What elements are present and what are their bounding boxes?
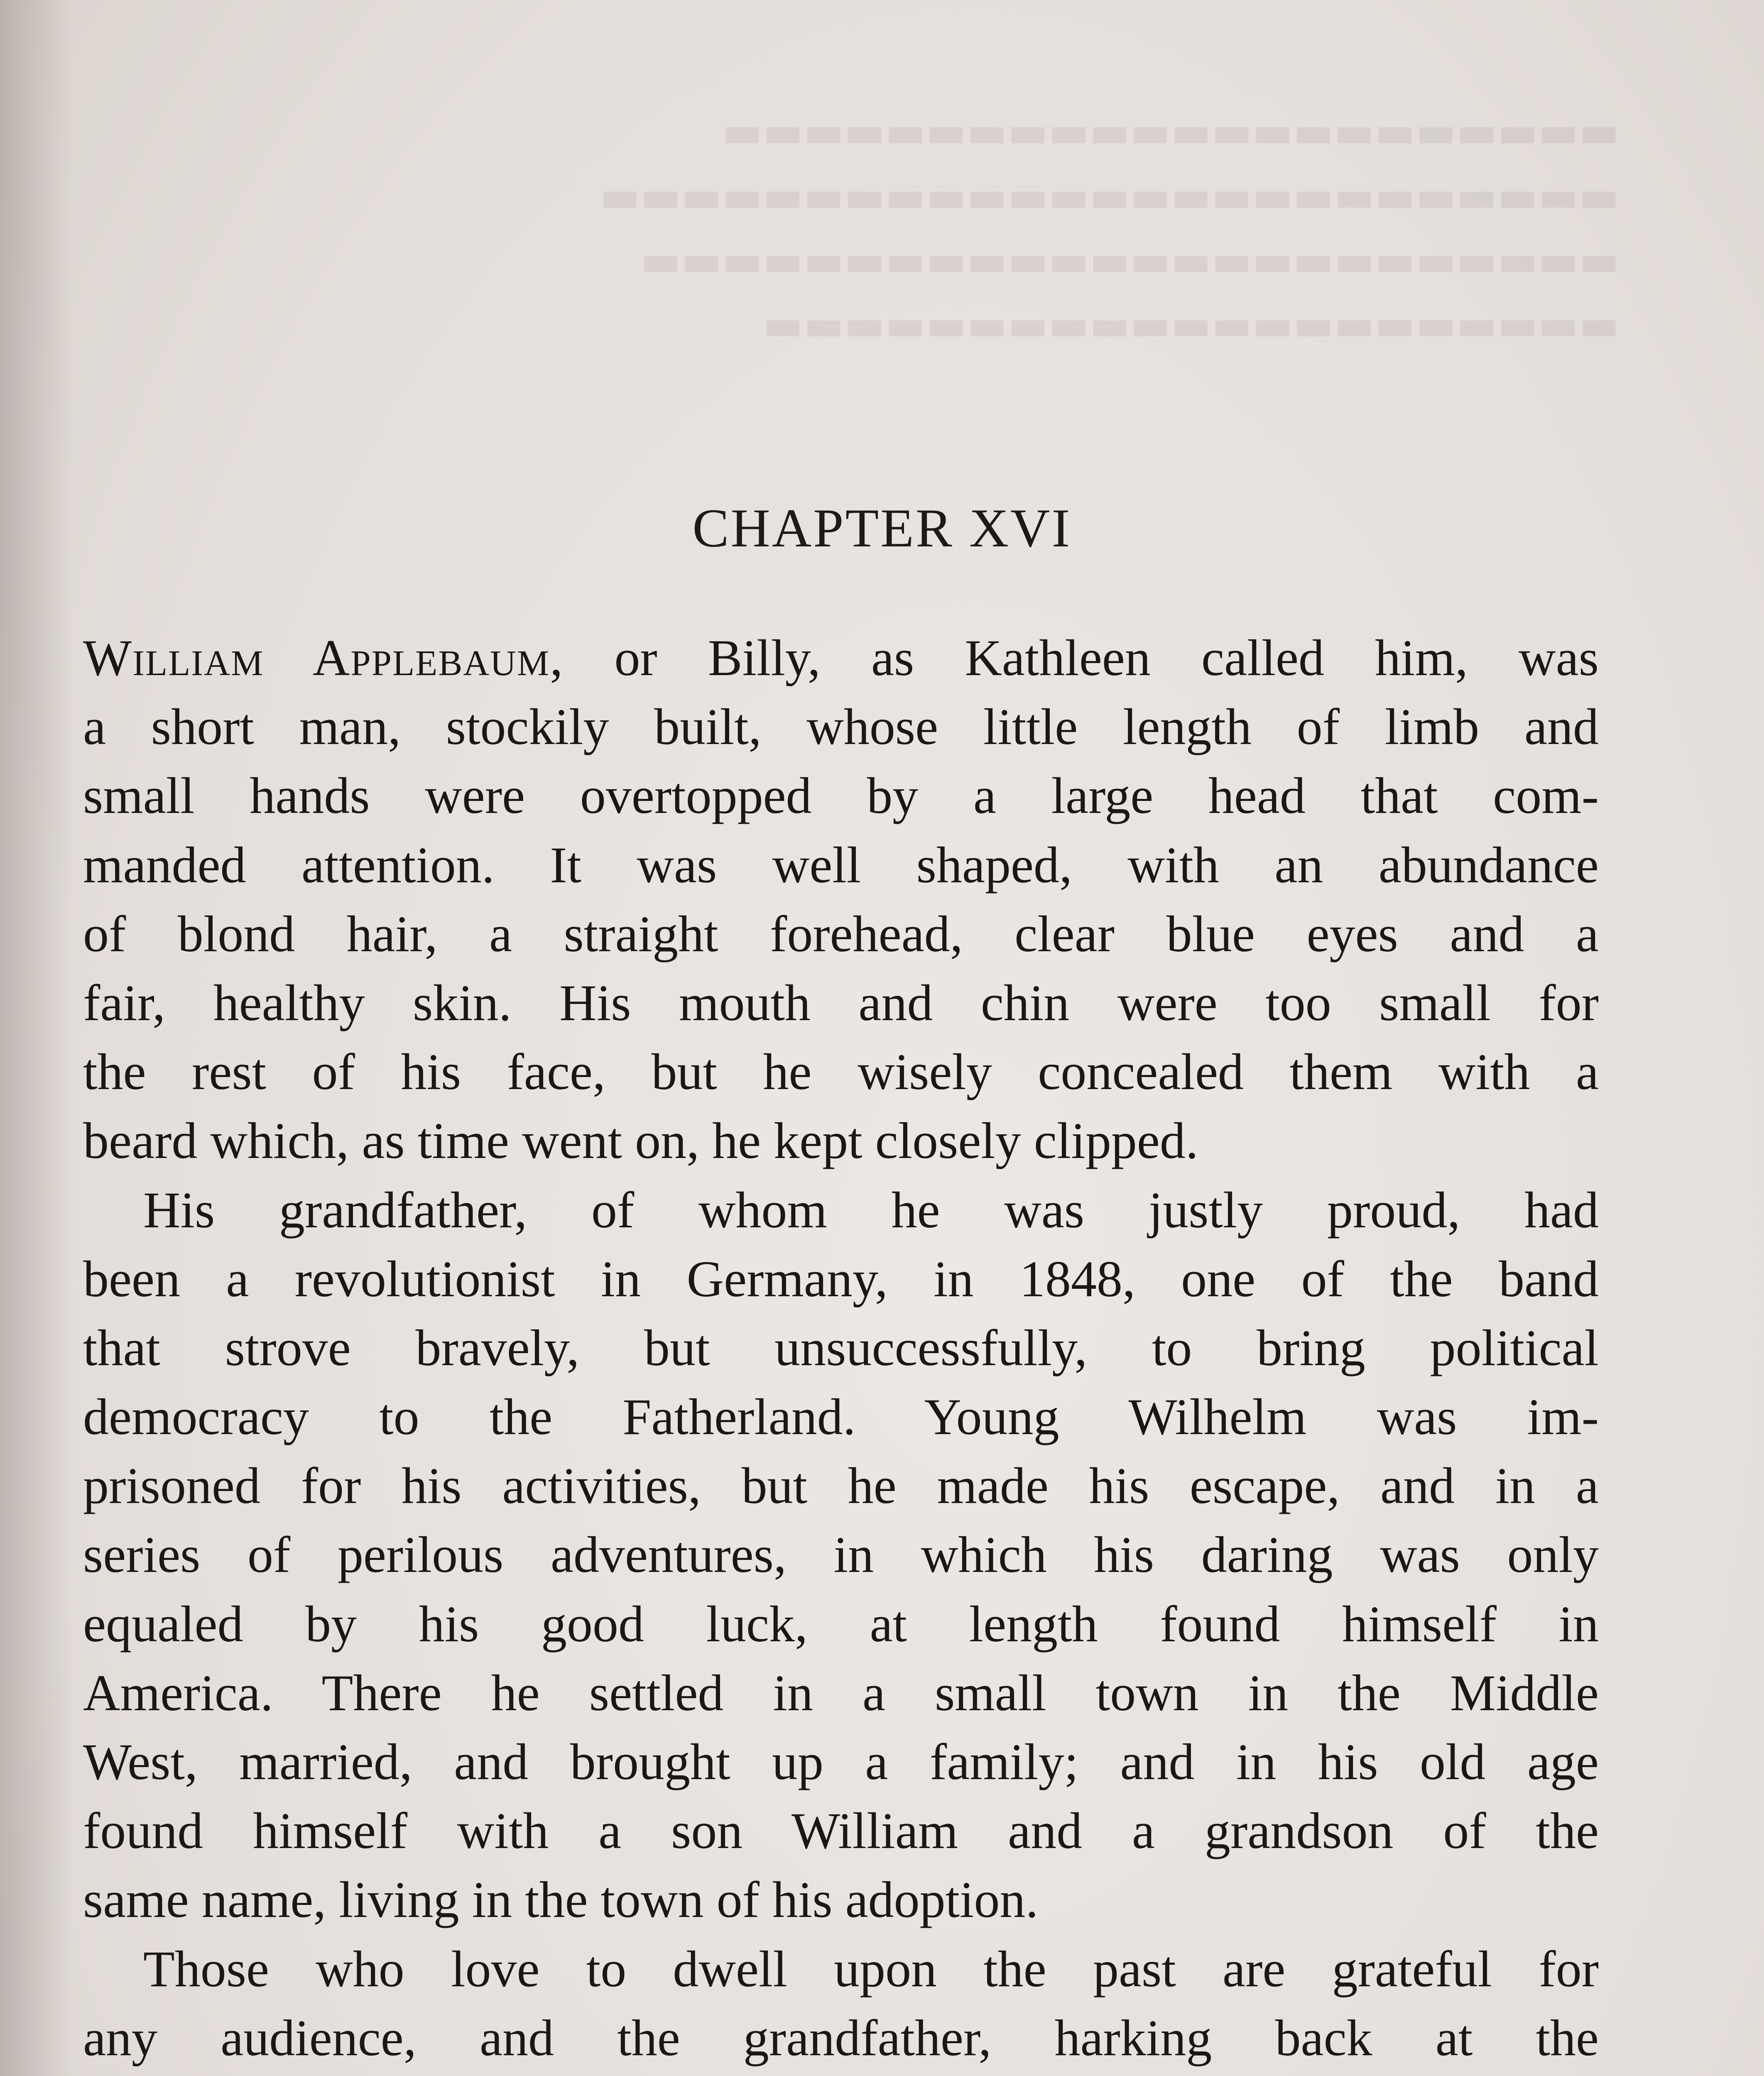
chapter-title: CHAPTER XVI — [692, 497, 1072, 558]
text-line: same name, living in the town of his adoption. — [83, 1871, 1039, 1929]
text-line: democracy to the Fatherland. Young Wilhelm was im- — [83, 1388, 1599, 1446]
text-line: West, married, and brought up a family; and in his old age — [83, 1733, 1599, 1790]
text-line: Those who love to dwell upon the past are grateful for — [143, 1940, 1599, 1998]
text-line: small hands were overtopped by a large head that com- — [83, 767, 1599, 825]
show-through-texture: ▬▬▬▬▬▬▬▬▬▬▬▬▬▬▬▬▬▬▬▬▬▬ ▬▬▬▬▬▬▬▬▬▬▬▬▬▬▬▬▬▬▬▬▬▬▬▬▬ ▬▬▬▬▬▬▬▬▬▬▬▬▬▬▬▬▬▬▬▬▬▬▬▬ ▬▬▬▬▬▬▬▬▬▬▬▬▬▬▬▬▬▬▬▬▬ — [599, 106, 1619, 350]
text-line: a short man, stockily built, whose little length of limb and — [83, 698, 1599, 756]
text-line: any audience, and the grandfather, harking back at the — [83, 2009, 1599, 2066]
gutter-shadow — [0, 0, 75, 2076]
text-line: the rest of his face, but he wisely concealed them with a — [83, 1043, 1599, 1101]
text-line: series of perilous adventures, in which his daring was only — [83, 1526, 1599, 1584]
text-line: manded attention. It was well shaped, with an abundance — [83, 836, 1599, 894]
text-line: equaled by his good luck, at length found himself in — [83, 1595, 1599, 1652]
text-line: prisoned for his activities, but he made his escape, and in a — [83, 1457, 1599, 1515]
body-text — [83, 624, 1599, 2076]
text-line: America. There he settled in a small town in the Middle — [83, 1664, 1599, 1721]
text-line: of blond hair, a straight forehead, clear blue eyes and a — [83, 905, 1599, 962]
text-line: His grandfather, of whom he was justly proud, had — [143, 1181, 1599, 1239]
text-line: that strove bravely, but unsuccessfully, to bring political — [83, 1319, 1599, 1376]
text-line: been a revolutionist in Germany, in 1848, one of the band — [83, 1250, 1599, 1307]
text-line: fair, healthy skin. His mouth and chin were too small for — [83, 974, 1599, 1031]
lead-name: William Applebaum, — [83, 629, 564, 686]
text-line: beard which, as time went on, he kept closely clipped. — [83, 1112, 1198, 1170]
text-line: William Applebaum, or Billy, as Kathleen called him, was — [83, 629, 1599, 686]
text-line: found himself with a son William and a grandson of the — [83, 1802, 1599, 1860]
text-line — [83, 2073, 1599, 2076]
